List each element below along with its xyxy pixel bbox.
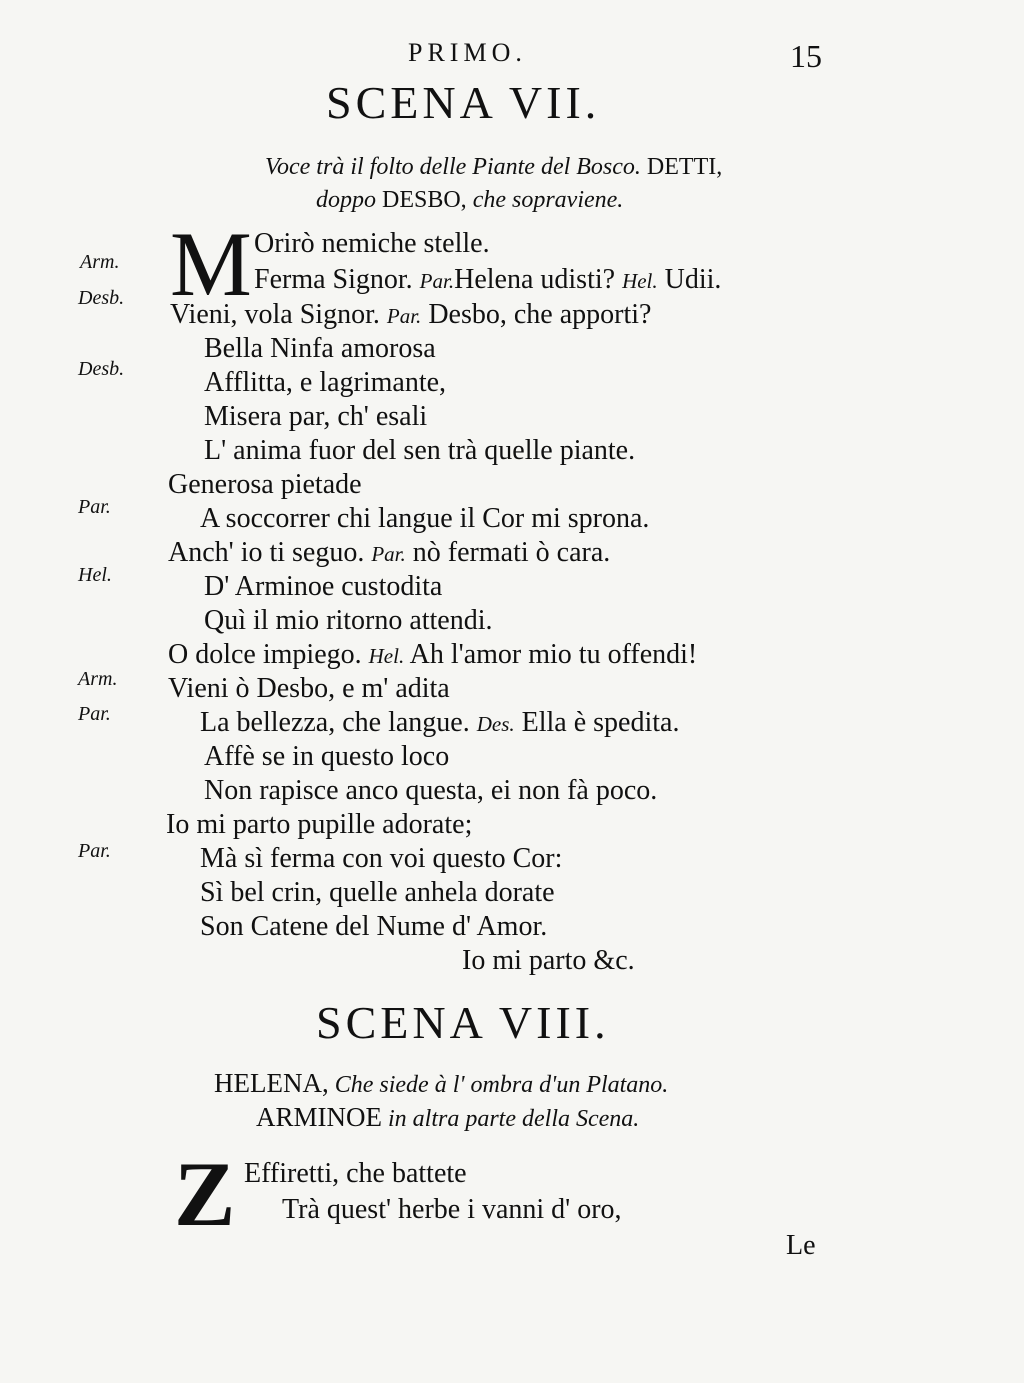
verse-line: Affè se in questo loco — [204, 741, 450, 772]
stage-caps: DESBO, — [382, 187, 467, 213]
verse-line: Ferma Signor. Par.Helena udisti? Hel. Udii. — [254, 264, 722, 295]
speaker-label: Hel. — [78, 564, 112, 586]
stage-italic: Voce trà il folto delle Piante del Bosco. — [265, 154, 641, 180]
verse-line: Anch' io ti seguo. Par. nò fermati ò cara. — [168, 537, 611, 568]
verse-line: Effiretti, che battete — [244, 1158, 467, 1189]
catchword: Le — [786, 1230, 816, 1261]
speaker-label: Arm. — [80, 251, 120, 273]
stage-caps: DETTI, — [646, 154, 723, 180]
verse-line: Bella Ninfa amorosa — [204, 333, 436, 364]
page-number: 15 — [790, 38, 822, 74]
speaker-label: Arm. — [78, 668, 118, 690]
verse-line: Sì bel crin, quelle anhela dorate — [200, 877, 555, 908]
verse-line: O dolce impiego. Hel. Ah l'amor mio tu offendi! — [168, 639, 698, 670]
verse-line: Mà sì ferma con voi questo Cor: — [200, 843, 563, 874]
stage-italic: doppo — [316, 187, 376, 213]
drop-cap: M — [170, 213, 252, 315]
verse-line: Misera par, ch' esali — [204, 401, 428, 432]
speaker-label: Par. — [78, 703, 111, 725]
verse-line: Quì il mio ritorno attendi. — [204, 605, 493, 636]
stage-italic: che sopraviene. — [472, 187, 624, 213]
scene-vii-stage-direction-2 — [316, 187, 623, 214]
speaker-label: Desb. — [78, 358, 125, 380]
scene-viii-stage-direction-1: HELENA, Che siede à l' ombra d'un Platano. — [214, 1068, 669, 1098]
verse-line: Afflitta, e lagrimante, — [204, 367, 447, 398]
verse-line: A soccorrer chi langue il Cor mi sprona. — [200, 503, 650, 534]
verse-line: Son Catene del Nume d' Amor. — [200, 911, 548, 942]
scene-viii-stage-direction-2: ARMINOE in altra parte della Scena. — [256, 1102, 640, 1132]
verse-line: Generosa pietade — [168, 469, 362, 500]
verse-line: Trà quest' herbe i vanni d' oro, — [282, 1194, 622, 1225]
verse-line: Io mi parto &c. — [462, 945, 635, 976]
running-title: PRIMO. — [408, 38, 527, 67]
speaker-label: Par. — [78, 496, 111, 518]
verse-line: Io mi parto pupille adorate; — [166, 809, 473, 840]
speaker-label: Desb. — [78, 287, 125, 309]
verse-line: D' Arminoe custodita — [204, 571, 443, 602]
verse-line: Non rapisce anco questa, ei non fà poco. — [204, 775, 658, 806]
scene-viii-title: SCENA VIII. — [316, 997, 610, 1048]
verse-line: Orirò nemiche stelle. — [254, 228, 490, 259]
scene-vii-stage-direction-1 — [265, 154, 722, 181]
verse-line: La bellezza, che langue. Des. Ella è spedita. — [200, 707, 680, 738]
verse-line: Vieni ò Desbo, e m' adita — [168, 673, 450, 704]
verse-line: Vieni, vola Signor. Par. Desbo, che apporti? — [170, 299, 652, 330]
speaker-label: Par. — [78, 840, 111, 862]
verse-line: L' anima fuor del sen trà quelle piante. — [204, 435, 636, 466]
scene-vii-title: SCENA VII. — [326, 77, 601, 128]
drop-cap: Z — [174, 1143, 236, 1245]
